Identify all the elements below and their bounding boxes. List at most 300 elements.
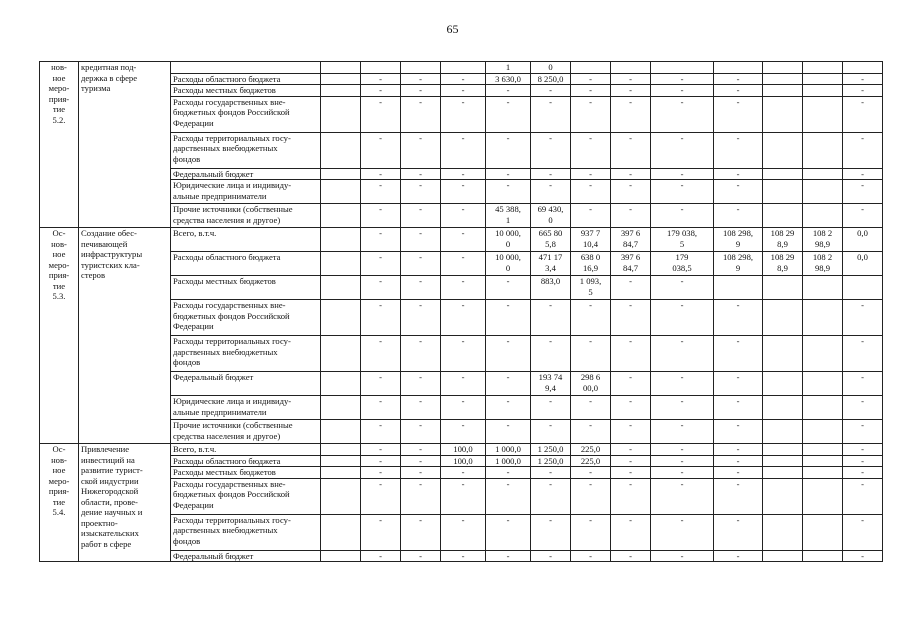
value-cell: - [571, 467, 611, 479]
value-cell: - [441, 514, 486, 550]
value-cell [763, 420, 803, 444]
value-cell: - [843, 478, 883, 514]
funding-source-cell: Расходы областного бюджета [171, 73, 321, 85]
value-cell: - [361, 467, 401, 479]
funding-source-cell: Прочие источники (собственные средства населения и другое) [171, 420, 321, 444]
value-cell: - [571, 132, 611, 168]
value-cell: - [486, 514, 531, 550]
value-cell: 225,0 [571, 455, 611, 467]
value-cell: - [611, 550, 651, 562]
value-cell: - [401, 514, 441, 550]
value-cell: - [361, 300, 401, 336]
value-cell [803, 96, 843, 132]
value-cell: - [714, 168, 763, 180]
value-cell [763, 300, 803, 336]
value-cell [803, 180, 843, 204]
measure-title-cell: Привлечение инвестиций на развитие турист- ской индустрии Нижегородской области, прове- дение научных и проектно- изыскательских работ в сфере [79, 444, 171, 562]
value-cell: - [714, 132, 763, 168]
value-cell: - [611, 372, 651, 396]
value-cell: - [531, 300, 571, 336]
value-cell: - [651, 420, 714, 444]
funding-source-cell: Федеральный бюджет [171, 550, 321, 562]
value-cell [763, 132, 803, 168]
value-cell: - [714, 396, 763, 420]
value-cell [611, 62, 651, 74]
value-cell: - [611, 132, 651, 168]
value-cell [803, 62, 843, 74]
funding-source-cell: Расходы местных бюджетов [171, 276, 321, 300]
funding-source-cell: Прочие источники (собственные средства населения и другое) [171, 204, 321, 228]
value-cell: - [651, 132, 714, 168]
value-cell: 179 038,5 [651, 252, 714, 276]
value-cell [843, 62, 883, 74]
value-cell: - [714, 372, 763, 396]
value-cell: 665 80 5,8 [531, 228, 571, 252]
value-cell [401, 62, 441, 74]
value-cell: - [361, 372, 401, 396]
table-row [40, 444, 883, 456]
value-cell: - [531, 168, 571, 180]
value-cell: - [401, 300, 441, 336]
measure-code-cell: Ос- нов- ное меро- прия- тие 5.3. [40, 228, 79, 444]
value-cell: - [714, 180, 763, 204]
value-cell: - [441, 550, 486, 562]
value-cell: - [361, 132, 401, 168]
value-cell: - [651, 444, 714, 456]
value-cell [803, 467, 843, 479]
value-cell: - [486, 372, 531, 396]
value-cell: - [361, 396, 401, 420]
value-cell: - [361, 228, 401, 252]
value-cell [763, 478, 803, 514]
value-cell [321, 372, 361, 396]
value-cell: - [843, 85, 883, 97]
value-cell: - [441, 300, 486, 336]
value-cell: - [486, 132, 531, 168]
value-cell: - [571, 336, 611, 372]
value-cell: - [611, 444, 651, 456]
value-cell: - [843, 455, 883, 467]
value-cell: - [441, 276, 486, 300]
value-cell [803, 444, 843, 456]
value-cell: - [441, 204, 486, 228]
value-cell: - [361, 455, 401, 467]
value-cell [803, 73, 843, 85]
value-cell: - [361, 180, 401, 204]
value-cell [843, 276, 883, 300]
measure-code-cell: Ос- нов- ное меро- прия- тие 5.4. [40, 444, 79, 562]
value-cell [803, 372, 843, 396]
value-cell [321, 168, 361, 180]
value-cell [321, 85, 361, 97]
value-cell: - [401, 444, 441, 456]
value-cell: - [611, 396, 651, 420]
value-cell: - [611, 514, 651, 550]
value-cell: - [571, 204, 611, 228]
value-cell [763, 372, 803, 396]
value-cell [321, 62, 361, 74]
value-cell: - [401, 168, 441, 180]
value-cell: - [531, 467, 571, 479]
value-cell: - [611, 300, 651, 336]
value-cell: - [651, 478, 714, 514]
value-cell [321, 514, 361, 550]
value-cell: - [714, 85, 763, 97]
value-cell: - [441, 132, 486, 168]
value-cell [763, 467, 803, 479]
table-row [40, 228, 883, 252]
value-cell: 883,0 [531, 276, 571, 300]
value-cell: - [651, 85, 714, 97]
table-row [40, 62, 883, 74]
funding-source-cell: Всего, в.т.ч. [171, 228, 321, 252]
value-cell: 397 6 84,7 [611, 252, 651, 276]
value-cell: - [843, 550, 883, 562]
value-cell: 471 17 3,4 [531, 252, 571, 276]
value-cell: 225,0 [571, 444, 611, 456]
value-cell: - [361, 478, 401, 514]
value-cell [321, 467, 361, 479]
value-cell: - [611, 180, 651, 204]
value-cell: - [486, 168, 531, 180]
value-cell: - [361, 336, 401, 372]
value-cell: - [714, 550, 763, 562]
value-cell [803, 336, 843, 372]
value-cell: - [441, 73, 486, 85]
value-cell [763, 168, 803, 180]
value-cell: 397 6 84,7 [611, 228, 651, 252]
value-cell [763, 96, 803, 132]
funding-source-cell: Расходы местных бюджетов [171, 467, 321, 479]
value-cell: 638 0 16,9 [571, 252, 611, 276]
value-cell: - [361, 514, 401, 550]
value-cell [763, 62, 803, 74]
value-cell: - [651, 396, 714, 420]
value-cell: 8 250,0 [531, 73, 571, 85]
value-cell: - [441, 396, 486, 420]
value-cell: - [401, 467, 441, 479]
value-cell [361, 62, 401, 74]
value-cell: - [441, 252, 486, 276]
value-cell: - [571, 420, 611, 444]
value-cell: 937 7 10,4 [571, 228, 611, 252]
value-cell: - [714, 444, 763, 456]
value-cell [714, 62, 763, 74]
value-cell: - [651, 467, 714, 479]
value-cell: - [401, 228, 441, 252]
value-cell: - [611, 276, 651, 300]
value-cell [763, 276, 803, 300]
value-cell [321, 550, 361, 562]
value-cell [441, 62, 486, 74]
value-cell: - [401, 396, 441, 420]
value-cell: - [571, 73, 611, 85]
value-cell: - [714, 336, 763, 372]
value-cell: - [441, 228, 486, 252]
value-cell: 45 388, 1 [486, 204, 531, 228]
funding-source-cell: Расходы областного бюджета [171, 252, 321, 276]
funding-source-cell: Расходы государственных вне- бюджетных фондов Российской Федерации [171, 300, 321, 336]
value-cell: - [843, 336, 883, 372]
value-cell: - [361, 168, 401, 180]
value-cell: - [401, 276, 441, 300]
value-cell: - [401, 73, 441, 85]
value-cell: - [571, 300, 611, 336]
value-cell: - [531, 85, 571, 97]
value-cell [763, 444, 803, 456]
value-cell [763, 514, 803, 550]
value-cell: - [714, 420, 763, 444]
value-cell: - [571, 514, 611, 550]
value-cell [321, 336, 361, 372]
value-cell: - [441, 168, 486, 180]
value-cell: - [441, 372, 486, 396]
value-cell: 108 298, 9 [714, 252, 763, 276]
value-cell: 1 250,0 [531, 455, 571, 467]
value-cell: - [651, 336, 714, 372]
value-cell [803, 396, 843, 420]
value-cell [571, 62, 611, 74]
value-cell [803, 276, 843, 300]
value-cell [763, 204, 803, 228]
value-cell: - [611, 478, 651, 514]
value-cell: - [651, 73, 714, 85]
value-cell: 1 [486, 62, 531, 74]
value-cell: 298 6 00,0 [571, 372, 611, 396]
value-cell: - [651, 180, 714, 204]
value-cell [321, 300, 361, 336]
value-cell: - [361, 550, 401, 562]
value-cell: - [571, 96, 611, 132]
value-cell: - [611, 168, 651, 180]
value-cell: 3 630,0 [486, 73, 531, 85]
value-cell: - [714, 455, 763, 467]
value-cell [803, 168, 843, 180]
value-cell: - [651, 168, 714, 180]
value-cell: - [843, 420, 883, 444]
value-cell: 108 29 8,9 [763, 228, 803, 252]
funding-source-cell: Федеральный бюджет [171, 168, 321, 180]
value-cell: 108 2 98,9 [803, 252, 843, 276]
value-cell: - [531, 180, 571, 204]
value-cell: - [486, 478, 531, 514]
value-cell: - [486, 300, 531, 336]
value-cell: - [531, 132, 571, 168]
value-cell: - [401, 252, 441, 276]
value-cell [803, 550, 843, 562]
value-cell: - [843, 300, 883, 336]
value-cell: 179 038, 5 [651, 228, 714, 252]
value-cell: - [531, 96, 571, 132]
value-cell [763, 85, 803, 97]
value-cell: 193 74 9,4 [531, 372, 571, 396]
value-cell: 0,0 [843, 228, 883, 252]
value-cell: - [571, 478, 611, 514]
value-cell: 1 093, 5 [571, 276, 611, 300]
value-cell: - [843, 96, 883, 132]
value-cell: - [611, 96, 651, 132]
value-cell: - [531, 396, 571, 420]
value-cell: - [611, 420, 651, 444]
value-cell: - [486, 180, 531, 204]
value-cell: 1 000,0 [486, 444, 531, 456]
funding-source-cell: Расходы государственных вне- бюджетных фондов Российской Федерации [171, 96, 321, 132]
measure-title-cell: кредитная под- держка в сфере туризма [79, 62, 171, 228]
value-cell: - [651, 550, 714, 562]
value-cell: - [486, 85, 531, 97]
value-cell: - [441, 336, 486, 372]
value-cell: - [651, 514, 714, 550]
funding-source-cell: Расходы территориальных госу- дарственных внебюджетных фондов [171, 336, 321, 372]
value-cell [763, 180, 803, 204]
value-cell [803, 420, 843, 444]
value-cell: - [571, 396, 611, 420]
value-cell: - [441, 478, 486, 514]
funding-source-cell: Расходы территориальных госу- дарственных внебюджетных фондов [171, 514, 321, 550]
funding-source-cell: Юридические лица и индивиду- альные предприниматели [171, 180, 321, 204]
financing-table [39, 61, 883, 562]
value-cell: - [714, 300, 763, 336]
value-cell: - [611, 467, 651, 479]
value-cell: - [486, 420, 531, 444]
value-cell: - [441, 420, 486, 444]
value-cell: - [441, 85, 486, 97]
value-cell: - [486, 396, 531, 420]
value-cell: 69 430, 0 [531, 204, 571, 228]
funding-source-cell: Федеральный бюджет [171, 372, 321, 396]
value-cell: - [361, 276, 401, 300]
value-cell: - [361, 204, 401, 228]
funding-source-cell [171, 62, 321, 74]
value-cell: - [651, 455, 714, 467]
value-cell: - [571, 168, 611, 180]
value-cell: 10 000, 0 [486, 228, 531, 252]
value-cell: - [531, 550, 571, 562]
value-cell: - [651, 96, 714, 132]
value-cell: - [361, 73, 401, 85]
funding-source-cell: Расходы территориальных госу- дарственных внебюджетных фондов [171, 132, 321, 168]
value-cell: 108 2 98,9 [803, 228, 843, 252]
value-cell: - [651, 300, 714, 336]
table-body [40, 62, 883, 562]
value-cell: - [651, 372, 714, 396]
value-cell: - [401, 455, 441, 467]
value-cell [321, 478, 361, 514]
value-cell: - [714, 73, 763, 85]
value-cell [321, 396, 361, 420]
value-cell: - [843, 73, 883, 85]
funding-source-cell: Юридические лица и индивиду- альные предприниматели [171, 396, 321, 420]
value-cell: - [486, 336, 531, 372]
value-cell: 1 000,0 [486, 455, 531, 467]
value-cell: - [714, 467, 763, 479]
value-cell: - [401, 336, 441, 372]
value-cell: - [361, 252, 401, 276]
value-cell: - [441, 467, 486, 479]
value-cell [321, 96, 361, 132]
value-cell: - [843, 168, 883, 180]
value-cell: - [571, 550, 611, 562]
value-cell: 0 [531, 62, 571, 74]
value-cell: - [361, 444, 401, 456]
value-cell: 108 29 8,9 [763, 252, 803, 276]
value-cell: - [611, 204, 651, 228]
value-cell: - [714, 96, 763, 132]
value-cell: - [486, 550, 531, 562]
value-cell [321, 73, 361, 85]
value-cell: - [401, 420, 441, 444]
value-cell [321, 444, 361, 456]
value-cell: 100,0 [441, 455, 486, 467]
measure-title-cell: Создание обес- печивающей инфраструктуры туристских кла- стеров [79, 228, 171, 444]
value-cell: - [361, 420, 401, 444]
value-cell: - [843, 204, 883, 228]
value-cell [763, 73, 803, 85]
value-cell [803, 478, 843, 514]
value-cell [321, 455, 361, 467]
value-cell: - [714, 514, 763, 550]
value-cell [803, 514, 843, 550]
value-cell: - [401, 132, 441, 168]
value-cell [763, 396, 803, 420]
value-cell: - [651, 276, 714, 300]
value-cell [321, 252, 361, 276]
value-cell: - [486, 276, 531, 300]
value-cell: - [531, 336, 571, 372]
value-cell: - [843, 514, 883, 550]
value-cell [763, 455, 803, 467]
value-cell: - [401, 180, 441, 204]
value-cell [803, 85, 843, 97]
value-cell [321, 132, 361, 168]
value-cell: - [401, 85, 441, 97]
value-cell: - [843, 396, 883, 420]
funding-source-cell: Расходы местных бюджетов [171, 85, 321, 97]
value-cell: - [611, 73, 651, 85]
value-cell: - [714, 478, 763, 514]
value-cell: - [531, 514, 571, 550]
value-cell [321, 228, 361, 252]
value-cell: - [843, 180, 883, 204]
value-cell: - [361, 96, 401, 132]
value-cell: - [611, 336, 651, 372]
value-cell: - [843, 372, 883, 396]
value-cell [321, 180, 361, 204]
value-cell: 0,0 [843, 252, 883, 276]
value-cell [803, 300, 843, 336]
value-cell: - [611, 85, 651, 97]
value-cell [803, 132, 843, 168]
funding-source-cell: Всего, в.т.ч. [171, 444, 321, 456]
value-cell: - [401, 478, 441, 514]
value-cell: 100,0 [441, 444, 486, 456]
value-cell: - [401, 204, 441, 228]
value-cell: - [486, 96, 531, 132]
value-cell: - [441, 180, 486, 204]
value-cell: - [571, 85, 611, 97]
value-cell [803, 204, 843, 228]
value-cell [321, 420, 361, 444]
value-cell [763, 336, 803, 372]
measure-code-cell: нов- ное меро- прия- тие 5.2. [40, 62, 79, 228]
value-cell: - [843, 132, 883, 168]
value-cell: - [611, 455, 651, 467]
value-cell: - [486, 467, 531, 479]
funding-source-cell: Расходы областного бюджета [171, 455, 321, 467]
value-cell: - [651, 204, 714, 228]
value-cell: - [441, 96, 486, 132]
funding-source-cell: Расходы государственных вне- бюджетных фондов Российской Федерации [171, 478, 321, 514]
